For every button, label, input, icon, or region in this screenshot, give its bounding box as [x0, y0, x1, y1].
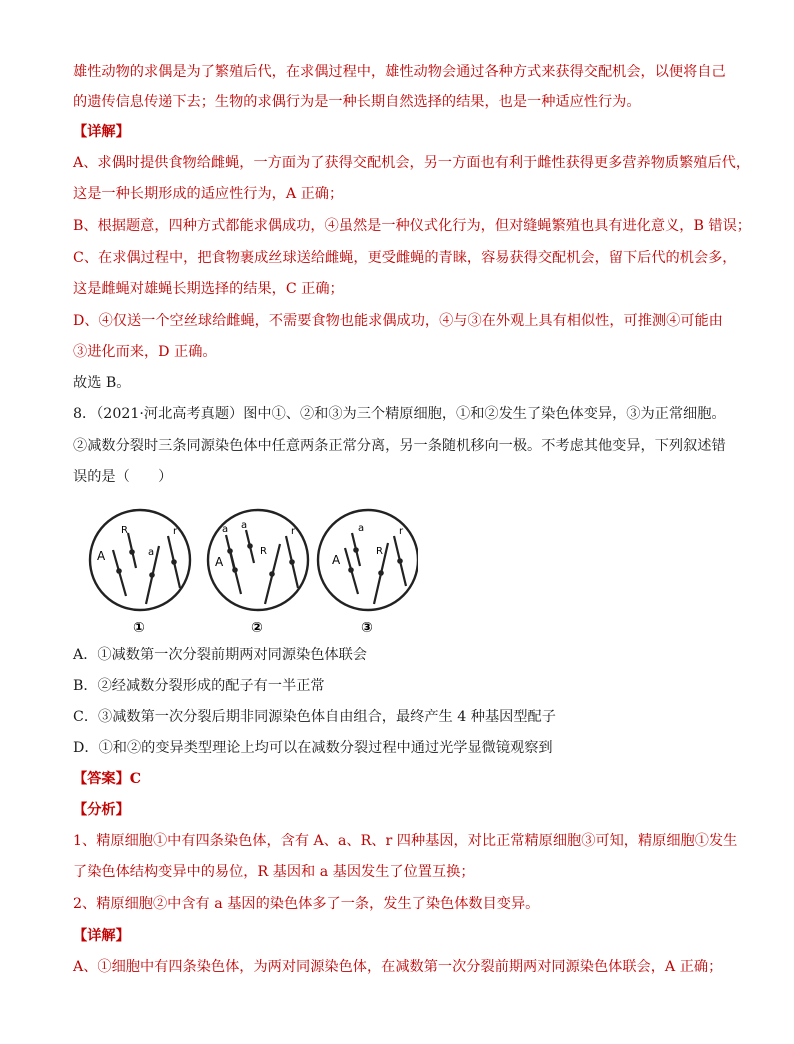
- centromere: [149, 572, 155, 578]
- centromere: [227, 548, 233, 554]
- centromere: [116, 568, 122, 574]
- centromere: [353, 547, 359, 553]
- text-line: A、①细胞中有四条染色体，为两对同源染色体，在减数第一次分裂前期两对同源染色体联会，A 正确；: [73, 959, 723, 975]
- gene-label: a: [358, 523, 365, 534]
- text-line: 这是雌蝇对雄蝇长期选择的结果，C 正确；: [73, 281, 344, 297]
- cell-label: ②: [251, 620, 263, 636]
- centromere: [397, 558, 403, 564]
- question-line: 8．（2021·河北高考真题）图中①、②和③为三个精原细胞，①和②发生了染色体变异，③为正常细胞。: [73, 406, 726, 422]
- text-line: 雄性动物的求偶是为了繁殖后代，在求偶过程中，雄性动物会通过各种方式来获得交配机会，以便将自己: [73, 64, 726, 80]
- section-header-detail: 【详解】: [73, 124, 130, 140]
- gene-label: r: [399, 526, 404, 537]
- text-line: 了染色体结构变异中的易位，R 基因和 a 基因发生了位置互换；: [73, 864, 475, 880]
- centromere: [348, 567, 354, 573]
- text-line: ③进化而来，D 正确。: [73, 344, 217, 360]
- text-line: 的遗传信息传递下去；生物的求偶行为是一种长期自然选择的结果，也是一种适应性行为。: [73, 94, 641, 110]
- text-line: A、求偶时提供食物给雌蝇，一方面为了获得交配机会，另一方面也有利于雌性获得更多营养物质繁殖后代，: [73, 155, 751, 171]
- centromere: [269, 571, 275, 577]
- text-line: 1、精原细胞①中有四条染色体，含有 A、a、R、r 四种基因，对比正常精原细胞③可知，精原细胞①发生: [73, 833, 738, 849]
- section-header-analysis: 【分析】: [73, 802, 130, 818]
- section-header-detail: 【详解】: [73, 928, 130, 944]
- option-d: D．①和②的变异类型理论上均可以在减数分裂过程中通过光学显微镜观察到: [73, 740, 553, 756]
- gene-label: r: [173, 526, 178, 537]
- cell-2: [208, 510, 308, 636]
- text-line: B、根据题意，四种方式都能求偶成功，④虽然是一种仪式化行为，但对缝蝇繁殖也具有进化意义，B 错误；: [73, 218, 751, 234]
- gene-label: a: [222, 524, 229, 535]
- option-b: B．②经减数分裂形成的配子有一半正常: [73, 678, 325, 694]
- text-line: D、④仅送一个空丝球给雌蝇，不需要食物也能求偶成功，④与③在外观上具有相似性，可推测④可能由: [73, 313, 723, 329]
- gene-label: A: [332, 553, 341, 567]
- cell-3: [318, 510, 418, 636]
- option-a: A．①减数第一次分裂前期两对同源染色体联会: [73, 647, 367, 663]
- text-line: 2、精原细胞②中含有 a 基因的染色体多了一条，发生了染色体数目变异。: [73, 896, 540, 912]
- cell-label: ①: [133, 620, 145, 636]
- question-line: 误的是（ ）: [73, 469, 173, 485]
- gene-label: A: [215, 555, 224, 569]
- option-c: C．③减数第一次分裂后期非同源染色体自由组合，最终产生 4 种基因型配子: [73, 709, 556, 725]
- gene-label: r: [291, 526, 296, 537]
- gene-label: R: [121, 525, 128, 536]
- answer-line: 【答案】C: [73, 771, 142, 787]
- question-line: ②减数分裂时三条同源染色体中任意两条正常分离，另一条随机移向一极。不考虑其他变异，下列叙述错: [73, 438, 726, 454]
- cell-1: [90, 510, 190, 636]
- gene-label: a: [148, 547, 155, 558]
- cell-diagram: [88, 508, 418, 638]
- centromere: [247, 543, 253, 549]
- gene-label: a: [241, 520, 248, 531]
- text-line: C、在求偶过程中，把食物裹成丝球送给雌蝇，更受雌蝇的青睐，容易获得交配机会，留下后代的机会多，: [73, 250, 737, 266]
- gene-label: R: [376, 546, 383, 557]
- centromere: [129, 549, 135, 555]
- text-line: 这是一种长期形成的适应性行为，A 正确；: [73, 186, 344, 202]
- gene-label: R: [260, 546, 267, 557]
- centromere: [378, 570, 384, 576]
- choice-line: 故选 B。: [73, 375, 131, 391]
- centromere: [171, 559, 177, 565]
- gene-label: A: [97, 549, 106, 563]
- cell-label: ③: [361, 620, 373, 636]
- centromere: [289, 559, 295, 565]
